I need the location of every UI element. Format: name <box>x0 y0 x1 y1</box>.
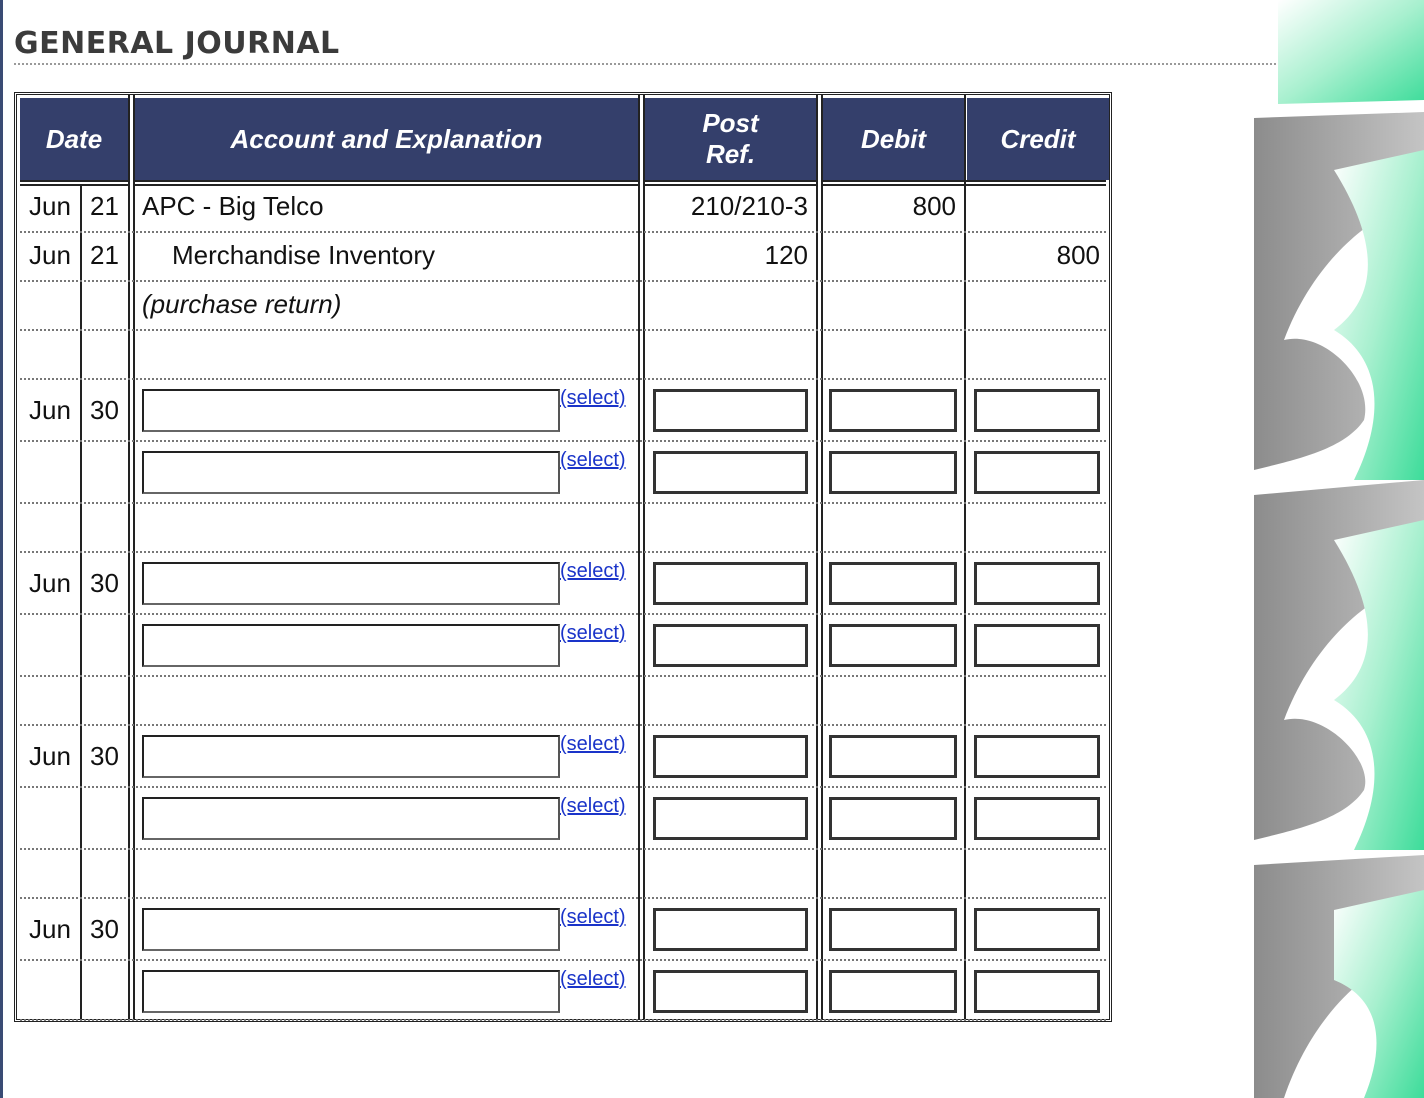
left-border <box>0 0 3 1098</box>
entry4-select-1[interactable]: (select) <box>560 906 626 928</box>
row-sep <box>20 724 1106 726</box>
row2-credit: 800 <box>1056 240 1100 270</box>
entry3-debit-input-1[interactable] <box>829 735 957 778</box>
entry1-account-input-1[interactable] <box>142 389 560 432</box>
row-sep <box>20 1019 1106 1021</box>
entry3-credit-input-1[interactable] <box>974 735 1100 778</box>
entry1-month: Jun <box>29 395 71 425</box>
entry2-day: 30 <box>90 568 119 598</box>
entry2-account-input-2[interactable] <box>142 624 560 667</box>
entry4-account-input-1[interactable] <box>142 908 560 951</box>
col-sep-month-day <box>80 184 82 1019</box>
row-sep <box>20 786 1106 788</box>
header-debit: Debit <box>823 98 964 180</box>
row2-account: Merchandise Inventory <box>172 240 436 270</box>
entry1-credit-input-1[interactable] <box>974 389 1100 432</box>
entry4-postref-input-2[interactable] <box>653 970 808 1013</box>
row2-day: 21 <box>90 240 119 270</box>
header-post-ref: Post Ref. <box>645 98 816 180</box>
row2-month: Jun <box>29 240 71 270</box>
row-sep <box>20 280 1106 282</box>
row-sep <box>20 551 1106 553</box>
row-sep <box>20 440 1106 442</box>
entry4-postref-input-1[interactable] <box>653 908 808 951</box>
entry4-debit-input-2[interactable] <box>829 970 957 1013</box>
background-art <box>1254 0 1424 1098</box>
entry4-day: 30 <box>90 914 119 944</box>
col-sep-date <box>128 95 135 1019</box>
entry3-postref-input-1[interactable] <box>653 735 808 778</box>
row-sep <box>20 502 1106 504</box>
row-sep <box>20 959 1106 961</box>
entry4-debit-input-1[interactable] <box>829 908 957 951</box>
entry2-account-input-1[interactable] <box>142 562 560 605</box>
col-sep-debit <box>964 95 966 1019</box>
entry1-debit-input-1[interactable] <box>829 389 957 432</box>
header-credit: Credit <box>967 98 1109 180</box>
row1-debit: 800 <box>912 191 956 221</box>
entry3-day: 30 <box>90 741 119 771</box>
entry1-postref-input-2[interactable] <box>653 451 808 494</box>
entry2-credit-input-1[interactable] <box>974 562 1100 605</box>
entry1-debit-input-2[interactable] <box>829 451 957 494</box>
entry2-select-2[interactable]: (select) <box>560 622 626 644</box>
row3-explanation: (purchase return) <box>142 289 342 319</box>
row-sep <box>20 378 1106 380</box>
entry3-postref-input-2[interactable] <box>653 797 808 840</box>
entry2-select-1[interactable]: (select) <box>560 560 626 582</box>
entry2-postref-input-2[interactable] <box>653 624 808 667</box>
header-account: Account and Explanation <box>135 98 638 180</box>
entry2-debit-input-1[interactable] <box>829 562 957 605</box>
header-date: Date <box>20 98 128 180</box>
title-divider <box>14 63 1424 65</box>
entry2-postref-input-1[interactable] <box>653 562 808 605</box>
row-sep <box>20 231 1106 233</box>
entry4-credit-input-1[interactable] <box>974 908 1100 951</box>
entry3-select-2[interactable]: (select) <box>560 795 626 817</box>
header-rule-2 <box>20 184 1106 186</box>
row1-day: 21 <box>90 191 119 221</box>
entry4-credit-input-2[interactable] <box>974 970 1100 1013</box>
entry2-debit-input-2[interactable] <box>829 624 957 667</box>
row-sep <box>20 613 1106 615</box>
entry4-select-2[interactable]: (select) <box>560 968 626 990</box>
entry2-credit-input-2[interactable] <box>974 624 1100 667</box>
entry4-account-input-2[interactable] <box>142 970 560 1013</box>
entry1-credit-input-2[interactable] <box>974 451 1100 494</box>
entry1-day: 30 <box>90 395 119 425</box>
entry3-select-1[interactable]: (select) <box>560 733 626 755</box>
general-journal-table <box>14 92 1112 1022</box>
col-sep-account <box>638 95 645 1019</box>
row-sep <box>20 897 1106 899</box>
row1-account: APC - Big Telco <box>142 191 324 221</box>
col-sep-postref <box>816 95 823 1019</box>
row-sep <box>20 675 1106 677</box>
entry4-month: Jun <box>29 914 71 944</box>
row2-post-ref: 120 <box>764 240 808 270</box>
entry1-account-input-2[interactable] <box>142 451 560 494</box>
entry3-month: Jun <box>29 741 71 771</box>
entry1-select-1[interactable]: (select) <box>560 387 626 409</box>
page-title: GENERAL JOURNAL <box>14 26 340 61</box>
entry1-postref-input-1[interactable] <box>653 389 808 432</box>
entry2-month: Jun <box>29 568 71 598</box>
entry3-account-input-1[interactable] <box>142 735 560 778</box>
row1-month: Jun <box>29 191 71 221</box>
header-rule <box>20 180 1106 182</box>
row1-post-ref: 210/210-3 <box>690 191 808 221</box>
entry3-credit-input-2[interactable] <box>974 797 1100 840</box>
entry1-select-2[interactable]: (select) <box>560 449 626 471</box>
row-sep <box>20 329 1106 331</box>
row-sep <box>20 848 1106 850</box>
entry3-account-input-2[interactable] <box>142 797 560 840</box>
entry3-debit-input-2[interactable] <box>829 797 957 840</box>
